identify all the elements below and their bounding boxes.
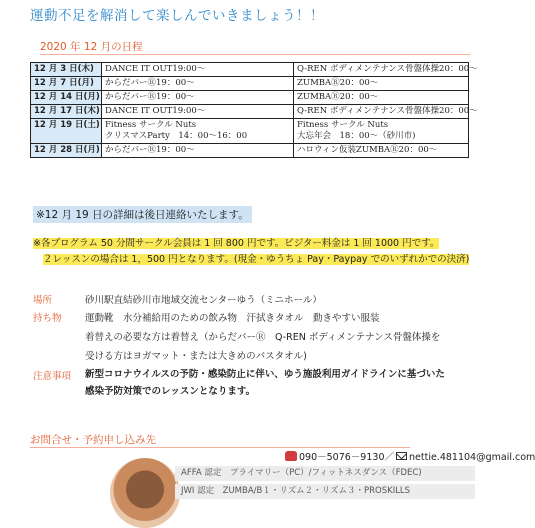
schedule-date: 12 月 7 日(月) <box>31 77 102 91</box>
schedule-date: 12 月 14 日(月) <box>31 91 102 105</box>
schedule-program-1: DANCE IT OUT19:00～ <box>102 63 294 77</box>
caution-text <box>85 366 445 400</box>
program-line: クリスマスParty 14：00～16：00 <box>105 131 248 141</box>
schedule-program-2: ハロウィン仮装ZUMBAⓇ20：00～ <box>294 144 469 158</box>
table-row <box>31 119 469 144</box>
program-line: 大忘年会 18：00～（砂川市) <box>297 131 416 141</box>
mail-icon <box>396 452 407 460</box>
notice-banner: ※12 月 19 日の詳細は後日連絡いたします。 <box>33 206 252 223</box>
program-line: Fitness サークル Nuts <box>105 120 197 130</box>
items-label: 持ち物 <box>33 313 62 324</box>
schedule-program-1: からだバーⓇ19：00～ <box>102 77 294 91</box>
schedule-program-2: ZUMBAⓇ20：00～ <box>294 77 469 91</box>
table-row <box>31 144 469 158</box>
table-row <box>31 77 469 91</box>
contact-line <box>285 449 535 463</box>
table-row <box>31 91 469 105</box>
place-value: 砂川駅直結砂川市地域交流センターゆう（ミニホール） <box>85 295 322 306</box>
fee-notice <box>33 236 473 268</box>
schedule-program-2: Q-REN ボディメンテナンス骨盤体操20：00～ <box>294 105 469 119</box>
place-label: 場所 <box>33 295 53 306</box>
cert-affa: AFFA 認定 プライマリー（PC）/フィットネスダンス（FDEC) <box>175 466 475 481</box>
items-extra-1: 着替えの必要な方は着替え（からだバーⓇ Q-REN ボディメンテナンス骨盤体操を <box>85 332 441 343</box>
place-row <box>33 292 322 306</box>
cert-jwi: JWI 認定 ZUMBA/B１・リズム２・リズム３・PROSKILLS <box>175 484 475 499</box>
phone-number[interactable]: 090－5076－9130／ <box>299 452 394 463</box>
schedule-program-1: からだバーⓇ19：00～ <box>102 144 294 158</box>
program-line: Fitness サークル Nuts <box>297 120 389 130</box>
caution-label: 注意事項 <box>33 371 72 382</box>
fee-line-2: ２レッスンの場合は 1，500 円となります。(現金・ゆうちょ Pay・Paypay でのいずれかでの決済) <box>43 254 470 265</box>
fee-line-1: ※各プログラム 50 分間サークル会員は 1 回 800 円です。ビジター料金は 1 回 1000 円です。 <box>33 238 440 249</box>
caution-line: 新型コロナウイルスの予防・感染防止に伴い、ゆう施設利用ガイドラインに基づいた <box>85 369 445 380</box>
instructor-photo <box>110 458 180 528</box>
schedule-program-1: からだバーⓇ19：00～ <box>102 91 294 105</box>
schedule-date: 12 月 19 日(土) <box>31 119 102 144</box>
table-row <box>31 105 469 119</box>
schedule-program-2: Q-REN ボディメンテナンス骨盤体操20：00～ <box>294 63 469 77</box>
contact-title: お問合せ・予約申し込み先 <box>30 434 156 446</box>
phone-icon <box>285 451 297 461</box>
schedule-program-1: DANCE IT OUT19:00～ <box>102 105 294 119</box>
items-extra-2: 受ける方はヨガマット・または大きめのバスタオル) <box>85 351 307 362</box>
items-value: 運動靴 水分補給用のための飲み物 汗拭きタオル 動きやすい服装 <box>85 313 380 324</box>
schedule-date: 12 月 28 日(月) <box>31 144 102 158</box>
email-address[interactable]: nettie.481104@gmail.com <box>409 452 535 463</box>
schedule-program-2 <box>294 119 469 144</box>
schedule-title: 2020 年 12 月の日程 <box>40 41 143 53</box>
schedule-table <box>30 62 478 158</box>
schedule-date: 12 月 3 日(木) <box>31 63 102 77</box>
schedule-program-2: ZUMBAⓇ20：00～ <box>294 91 469 105</box>
schedule-date: 12 月 17 日(木) <box>31 105 102 119</box>
schedule-program-1 <box>102 119 294 144</box>
items-row <box>33 310 380 324</box>
intro-text: 運動不足を解消して楽しんでいきましょう！！ <box>30 8 324 24</box>
table-row <box>31 63 469 77</box>
caution-line: 感染予防対策でのレッスンとなります。 <box>85 386 256 397</box>
caution-row <box>33 368 71 382</box>
